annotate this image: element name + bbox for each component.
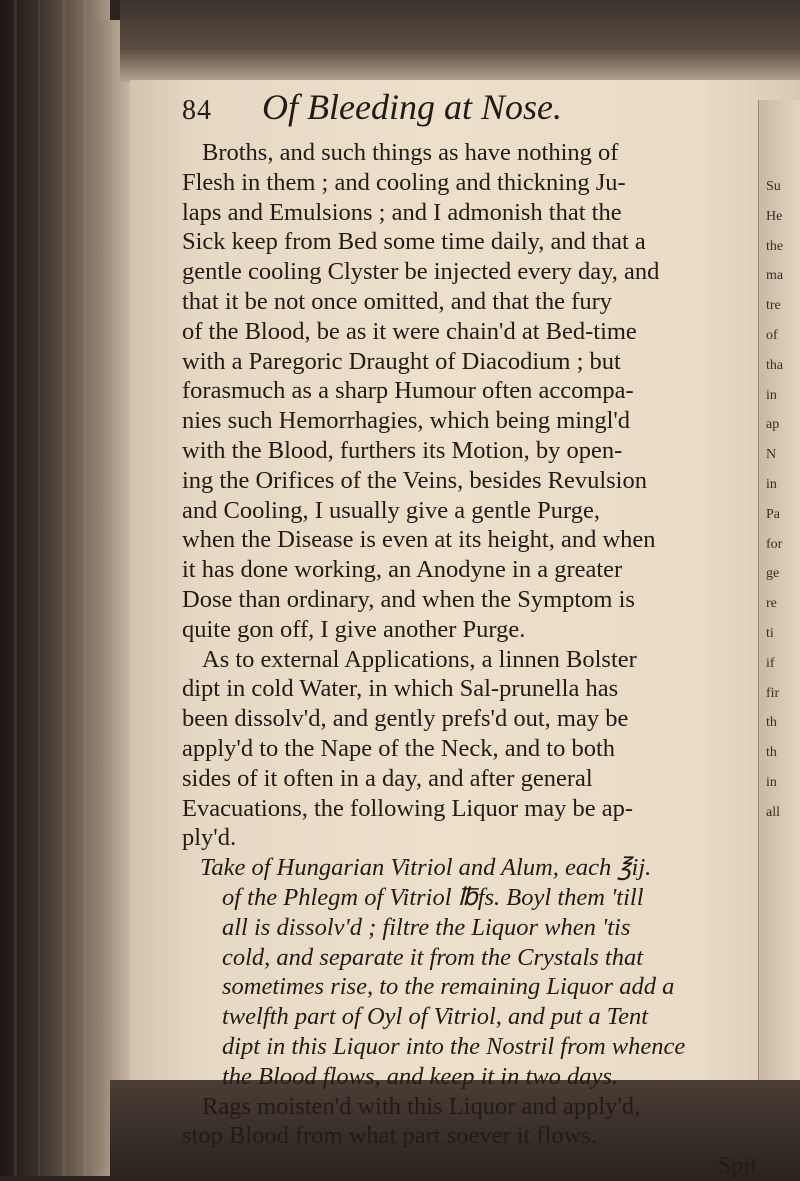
recipe-line: Take of Hungarian Vitriol and Alum, each ℥ij. — [200, 854, 652, 882]
text-line: apply'd to the Nape of the Neck, and to both — [182, 734, 616, 762]
facing-page-fragment: in — [766, 776, 777, 790]
facing-page-fragment: N — [766, 448, 777, 463]
recipe-line: twelfth part of Oyl of Vitriol, and put a Tent — [222, 1003, 649, 1031]
facing-page-fragment: in — [766, 388, 777, 403]
recipe-block — [182, 853, 757, 1091]
page-header — [182, 86, 757, 138]
spine-streak — [38, 0, 40, 1176]
facing-page-fragment: ge — [766, 567, 780, 582]
text-line: nies such Hemorrhagies, which being mingl'd — [182, 407, 631, 435]
recipe-line: the Blood flows, and keep it in two days. — [222, 1062, 619, 1090]
text-line: Sick keep from Bed some time daily, and that a — [182, 228, 646, 256]
text-line: that it be not once omitted, and that the fury — [182, 287, 612, 315]
facing-page-fragment: of — [766, 329, 778, 343]
text-line: forasmuch as a sharp Humour often accompa- — [182, 377, 634, 405]
spine-streak — [62, 0, 66, 1176]
top-binding-strip — [120, 0, 800, 82]
text-line: Evacuations, the following Liquor may be ap- — [182, 794, 634, 822]
text-line: and Cooling, I usually give a gentle Purge, — [182, 496, 601, 524]
facing-page-fragment: tre — [766, 299, 781, 314]
recipe-line: of the Phlegm of Vitriol ℔fs. Boyl them 'till — [222, 883, 644, 911]
text-line: when the Disease is even at its height, and when — [182, 526, 656, 554]
facing-page-fragment: Su — [766, 180, 781, 194]
body-paragraphs — [182, 138, 757, 853]
facing-page-fragment: in — [766, 478, 777, 492]
running-head: Of Bleeding at Nose. — [262, 87, 562, 127]
text-line: with the Blood, furthers its Motion, by open- — [182, 436, 623, 464]
text-line: of the Blood, be as it were chain'd at Bed-time — [182, 317, 637, 345]
text-line: Dose than ordinary, and when the Symptom is — [182, 585, 635, 613]
text-line: dipt in cold Water, in which Sal-prunella has — [182, 675, 619, 703]
facing-page-fragment: ma — [766, 269, 784, 284]
text-line: Broths, and such things as have nothing of — [202, 139, 619, 166]
text-line: it has done working, an Anodyne in a greater — [182, 556, 623, 584]
text-line: quite gon off, I give another Purge. — [182, 615, 526, 643]
facing-page-fragment: the — [766, 239, 784, 254]
text-line: stop Blood from what part soever it flows. — [182, 1122, 598, 1150]
recipe-line: sometimes rise, to the remaining Liquor add a — [222, 973, 675, 1001]
text-line: Flesh in them ; and cooling and thickning Ju- — [182, 168, 626, 196]
spine-streak — [14, 0, 17, 1176]
recipe-line: all is dissolv'd ; filtre the Liquor when 'tis — [222, 913, 631, 941]
text-line: Rags moisten'd with this Liquor and apply'd, — [202, 1092, 641, 1120]
facing-page-fragment: th — [766, 716, 777, 731]
closing-paragraph — [182, 1092, 757, 1152]
facing-page-fragment: fir — [766, 686, 780, 701]
text-line: sides of it often in a day, and after general — [182, 764, 593, 792]
text-line: ing the Orifices of the Veins, besides Revulsion — [182, 466, 647, 494]
page-number: 84 — [182, 95, 212, 126]
text-line: been dissolv'd, and gently prefs'd out, may be — [182, 705, 629, 733]
catchword: Spit — [717, 1152, 757, 1180]
facing-page-fragment: if — [766, 656, 775, 671]
text-line: laps and Emulsions ; and I admonish that the — [182, 198, 622, 226]
recipe-line: dipt in this Liquor into the Nostril from whence — [222, 1032, 686, 1060]
facing-page-fragment: all — [766, 805, 780, 820]
facing-page-fragment: ti — [766, 627, 774, 641]
facing-page-fragment: tha — [766, 358, 784, 373]
facing-page-fragment: He — [766, 209, 783, 224]
recipe-line: cold, and separate it from the Crystals that — [222, 943, 644, 971]
facing-page-fragment: for — [766, 537, 783, 552]
facing-page-fragment: th — [766, 746, 777, 761]
spine-streak — [84, 0, 86, 1176]
text-line: As to external Applications, a linnen Bolster — [202, 645, 637, 673]
text-line: gentle cooling Clyster be injected every day, and — [182, 258, 660, 286]
page-text-block — [182, 86, 757, 1181]
text-line: ply'd. — [182, 824, 237, 852]
text-line: with a Paregoric Draught of Diacodium ; but — [182, 347, 621, 375]
facing-page-fragment: re — [766, 597, 777, 612]
facing-page-fragment: ap — [766, 418, 780, 433]
facing-page-fragment: Pa — [766, 507, 780, 522]
